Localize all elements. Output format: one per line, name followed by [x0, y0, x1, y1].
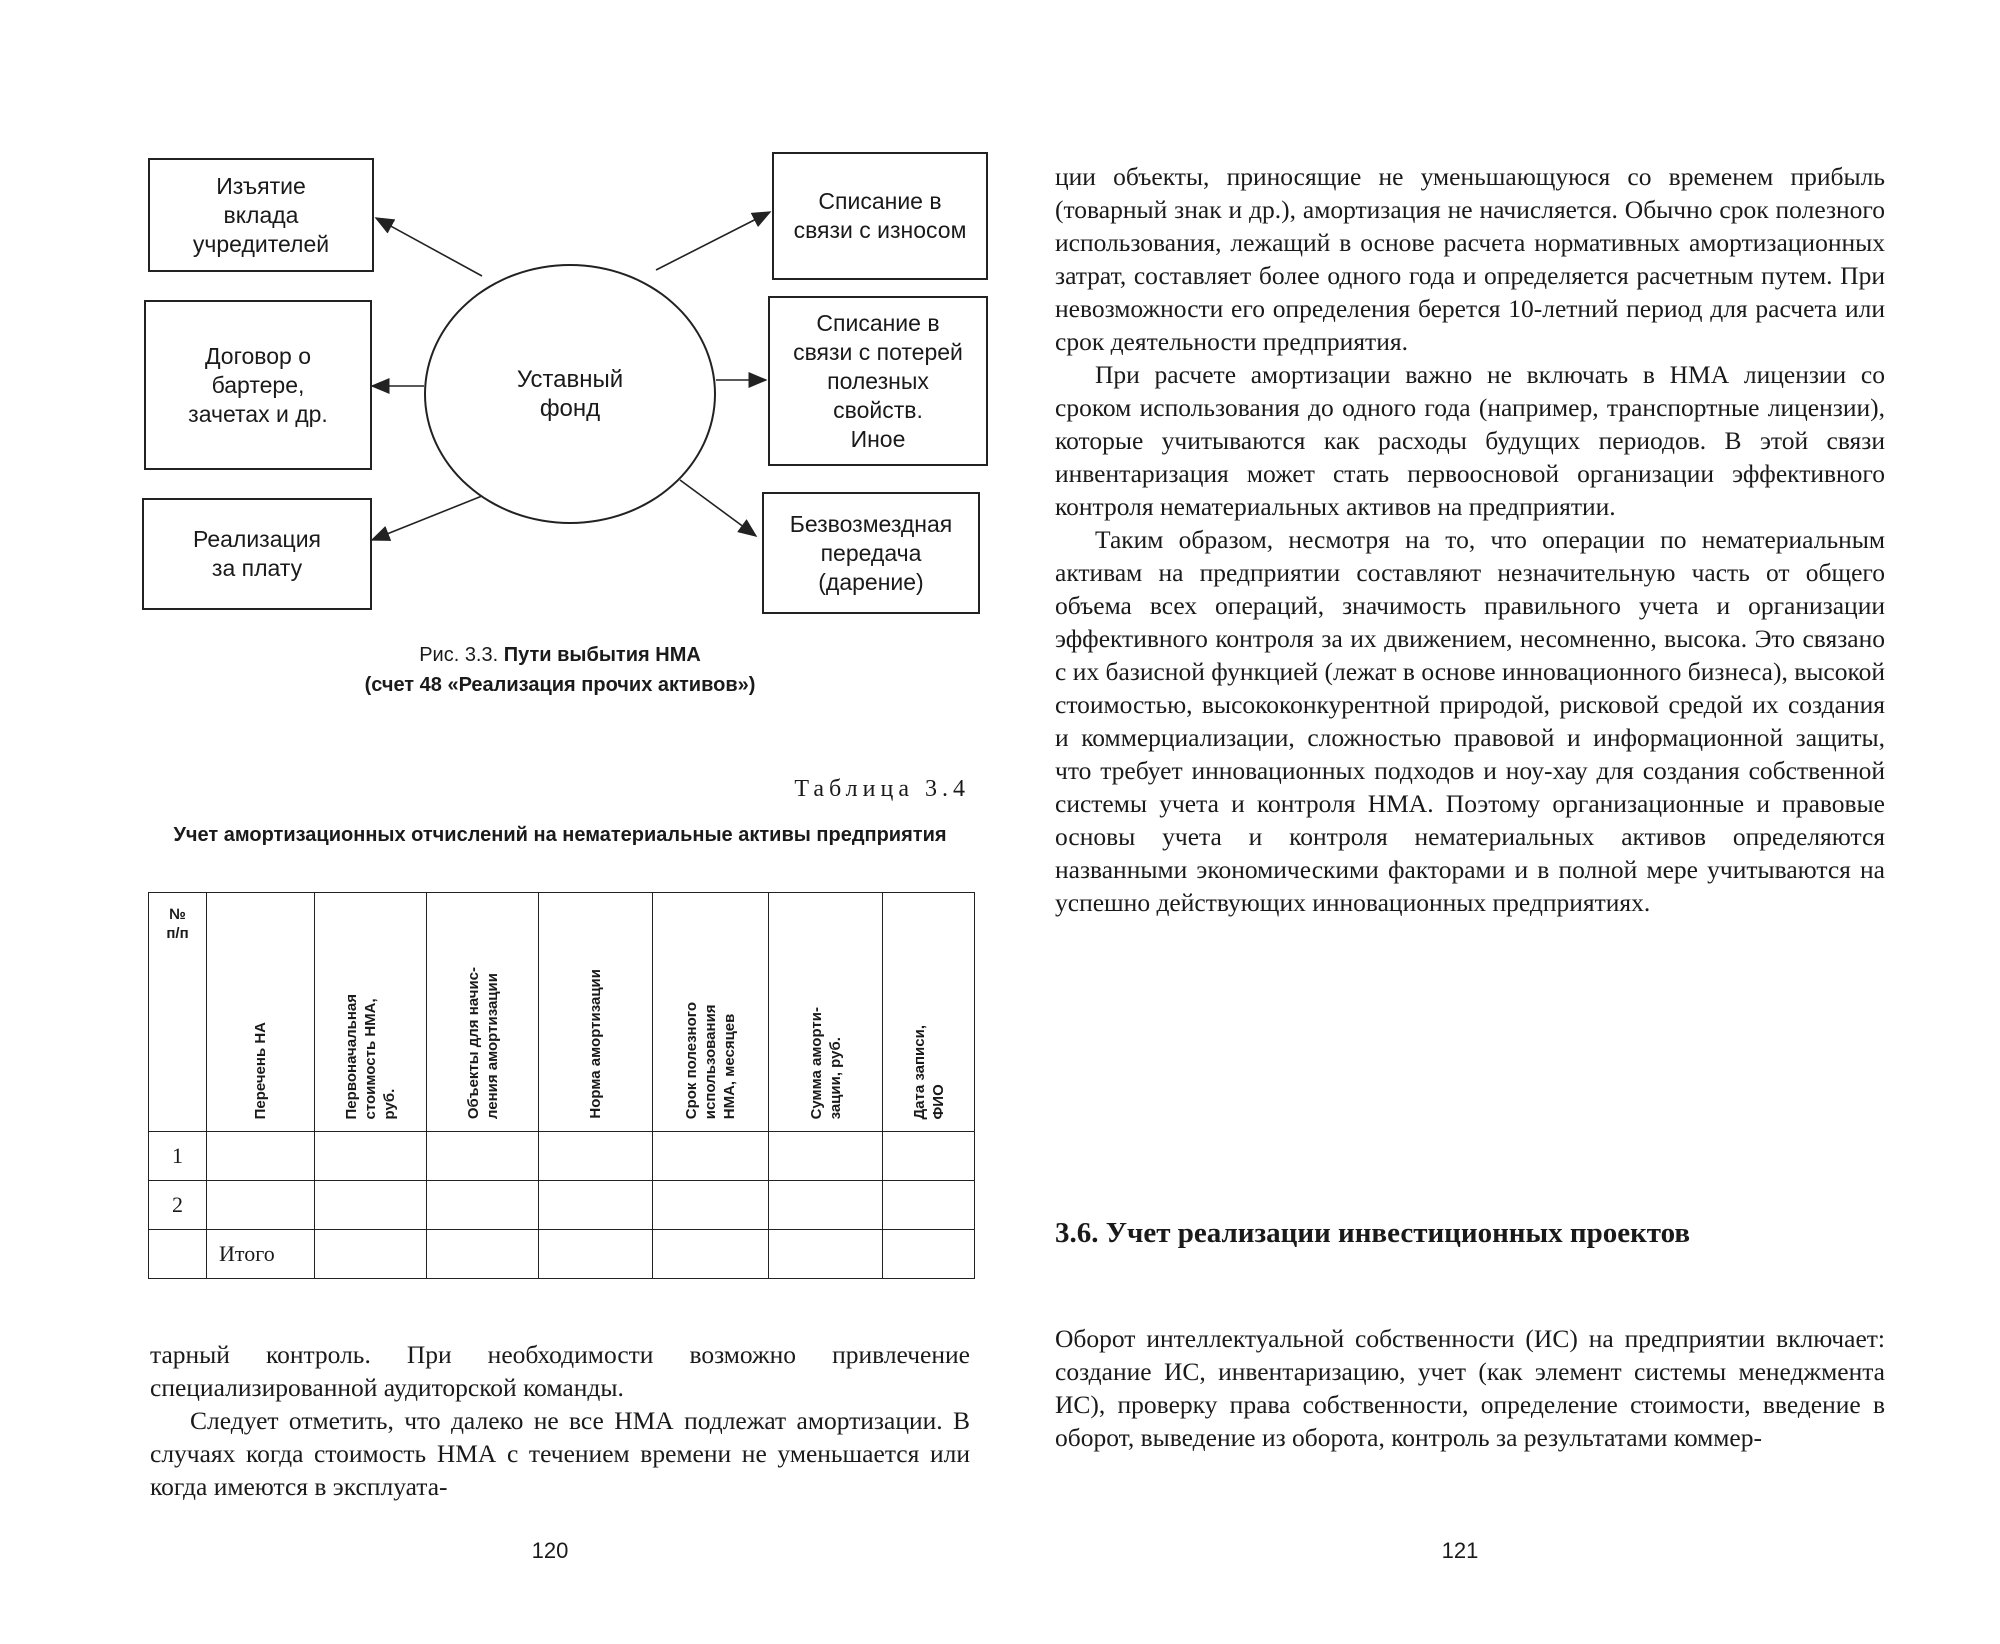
- header-useful-life: Срок полезного использования НМА, месяцев: [653, 893, 769, 1132]
- table-cell: [883, 1230, 975, 1279]
- header-rate: Норма амортизации: [539, 893, 653, 1132]
- table-cell: [653, 1132, 769, 1181]
- table-cell: [315, 1230, 427, 1279]
- section-text: [1055, 1322, 1885, 1454]
- table-cell: [427, 1230, 539, 1279]
- caption-title: Пути выбытия НМА: [503, 644, 701, 666]
- table-cell: [769, 1132, 883, 1181]
- table-row: [149, 1181, 975, 1230]
- sale-node: Реализация за плату: [142, 498, 372, 610]
- arrow-to-wearout: [656, 212, 770, 270]
- table-cell: [315, 1132, 427, 1181]
- arrow-to-gift: [680, 480, 756, 536]
- table-header-row: [149, 893, 975, 1132]
- header-asset-list: Перечень НА: [207, 893, 315, 1132]
- wearout-writeoff-node: Списание в связи с износом: [772, 152, 988, 280]
- amortization-table: [148, 892, 975, 1279]
- table-cell: [653, 1230, 769, 1279]
- barter-node: Договор о бартере, зачетах и др.: [144, 300, 372, 470]
- figure-caption: [260, 640, 860, 700]
- page-number-left: 120: [531, 1538, 569, 1563]
- section-heading: 3.6. Учет реализации инвестиционных проектов: [1055, 1217, 1691, 1249]
- header-objects: Объекты для начис- ления амортизации: [427, 893, 539, 1132]
- table-cell: [539, 1132, 653, 1181]
- table-cell: 1: [149, 1132, 207, 1181]
- paragraph: ции объекты, приносящие не уменьшающуюся со временем прибыль (товарный знак и др.), амортизация не начисляется. Обычно срок полезного использования, лежащий в основе расчета нормативных амортизационных затрат, составляет более одного года и определяется расчетным путем. При невозможности его определения берется 10-летний период для расчета или срок деятельности предприятия.: [1055, 162, 1885, 356]
- table-cell: 2: [149, 1181, 207, 1230]
- total-label: Итого: [207, 1230, 315, 1279]
- header-initial-cost: Первоначальная стоимость НМА, руб.: [315, 893, 427, 1132]
- table-cell: [653, 1181, 769, 1230]
- gift-transfer-node: Безвозмездная передача (дарение): [762, 492, 980, 614]
- paragraph: Оборот интеллектуальной собственности (ИС) на предприятии включает: создание ИС, инвентаризацию, учет (как элемент системы менеджмента ИС), проверку права собственности, определение стоимости, введение в оборот, выведение из оборота, контроль за результатами коммер-: [1055, 1324, 1885, 1452]
- page-number-right: 121: [1441, 1538, 1479, 1563]
- header-number: № п/п: [149, 893, 207, 1132]
- table-cell: [315, 1181, 427, 1230]
- table-cell: [539, 1181, 653, 1230]
- caption-prefix: Рис. 3.3.: [419, 644, 499, 666]
- table-cell: [427, 1132, 539, 1181]
- table-cell: [769, 1230, 883, 1279]
- authorized-capital-node: Уставный фонд: [424, 264, 716, 524]
- table-cell: [427, 1181, 539, 1230]
- left-body-text: [150, 1338, 970, 1503]
- table-cell: [207, 1181, 315, 1230]
- withdrawal-node: Изъятие вклада учредителей: [148, 158, 374, 272]
- table-cell: [539, 1230, 653, 1279]
- right-page: [1000, 0, 2000, 1644]
- arrow-to-withdrawal: [376, 218, 482, 276]
- paragraph: Таким образом, несмотря на то, что операции по нематериальным активам на предприятии составляют незначительную часть от общего объема всех операций, значимость правильного учета и организации эффективного контроля за их движением, несомненно, высока. Это связано с их базисной функцией (лежат в основе инновационного бизнеса), высокой стоимостью, высококонкурентной природой, рисковой средой их создания и коммерциализации, сложностью правовой и информационной защиты, что требует инновационных подходов и ноу-хау для создания собственной системы учета и контроля НМА. Поэтому организационные и правовые основы учета и контроля нематериальных активов определяются названными экономическими факторами и в полной мере учитываются на успешно действующих инновационных предприятиях.: [1055, 525, 1885, 917]
- table-label: Таблица 3.4: [794, 776, 970, 802]
- paragraph: тарный контроль. При необходимости возможно привлечение специализированной аудиторской команды.: [150, 1340, 970, 1402]
- table-cell: [149, 1230, 207, 1279]
- header-record-date: Дата записи, ФИО: [883, 893, 975, 1132]
- paragraph: При расчете амортизации важно не включать в НМА лицензии со сроком использования до одного года (например, транспортные лицензии), которые учитываются как расходы будущих периодов. В этой связи инвентаризация может стать первоосновой организации эффективного контроля нематериальных активов на предприятии.: [1055, 360, 1885, 521]
- table-cell: [207, 1132, 315, 1181]
- right-body-text: [1055, 160, 1885, 919]
- caption-subtitle: (счет 48 «Реализация прочих активов»): [364, 674, 756, 696]
- loss-writeoff-node: Списание в связи с потерей полезных свойств. Иное: [768, 296, 988, 466]
- header-amount: Сумма аморти- зации, руб.: [769, 893, 883, 1132]
- table-cell: [883, 1132, 975, 1181]
- table-title: Учет амортизационных отчислений на нематериальные активы предприятия: [173, 824, 947, 846]
- table-row: [149, 1132, 975, 1181]
- table-total-row: [149, 1230, 975, 1279]
- table-cell: [769, 1181, 883, 1230]
- disposal-diagram: [0, 0, 1000, 620]
- table-cell: [883, 1181, 975, 1230]
- paragraph: Следует отметить, что далеко не все НМА подлежат амортизации. В случаях когда стоимость НМА с течением времени не уменьшается или когда имеются в эксплуата-: [150, 1406, 970, 1501]
- arrow-to-sale: [372, 496, 482, 540]
